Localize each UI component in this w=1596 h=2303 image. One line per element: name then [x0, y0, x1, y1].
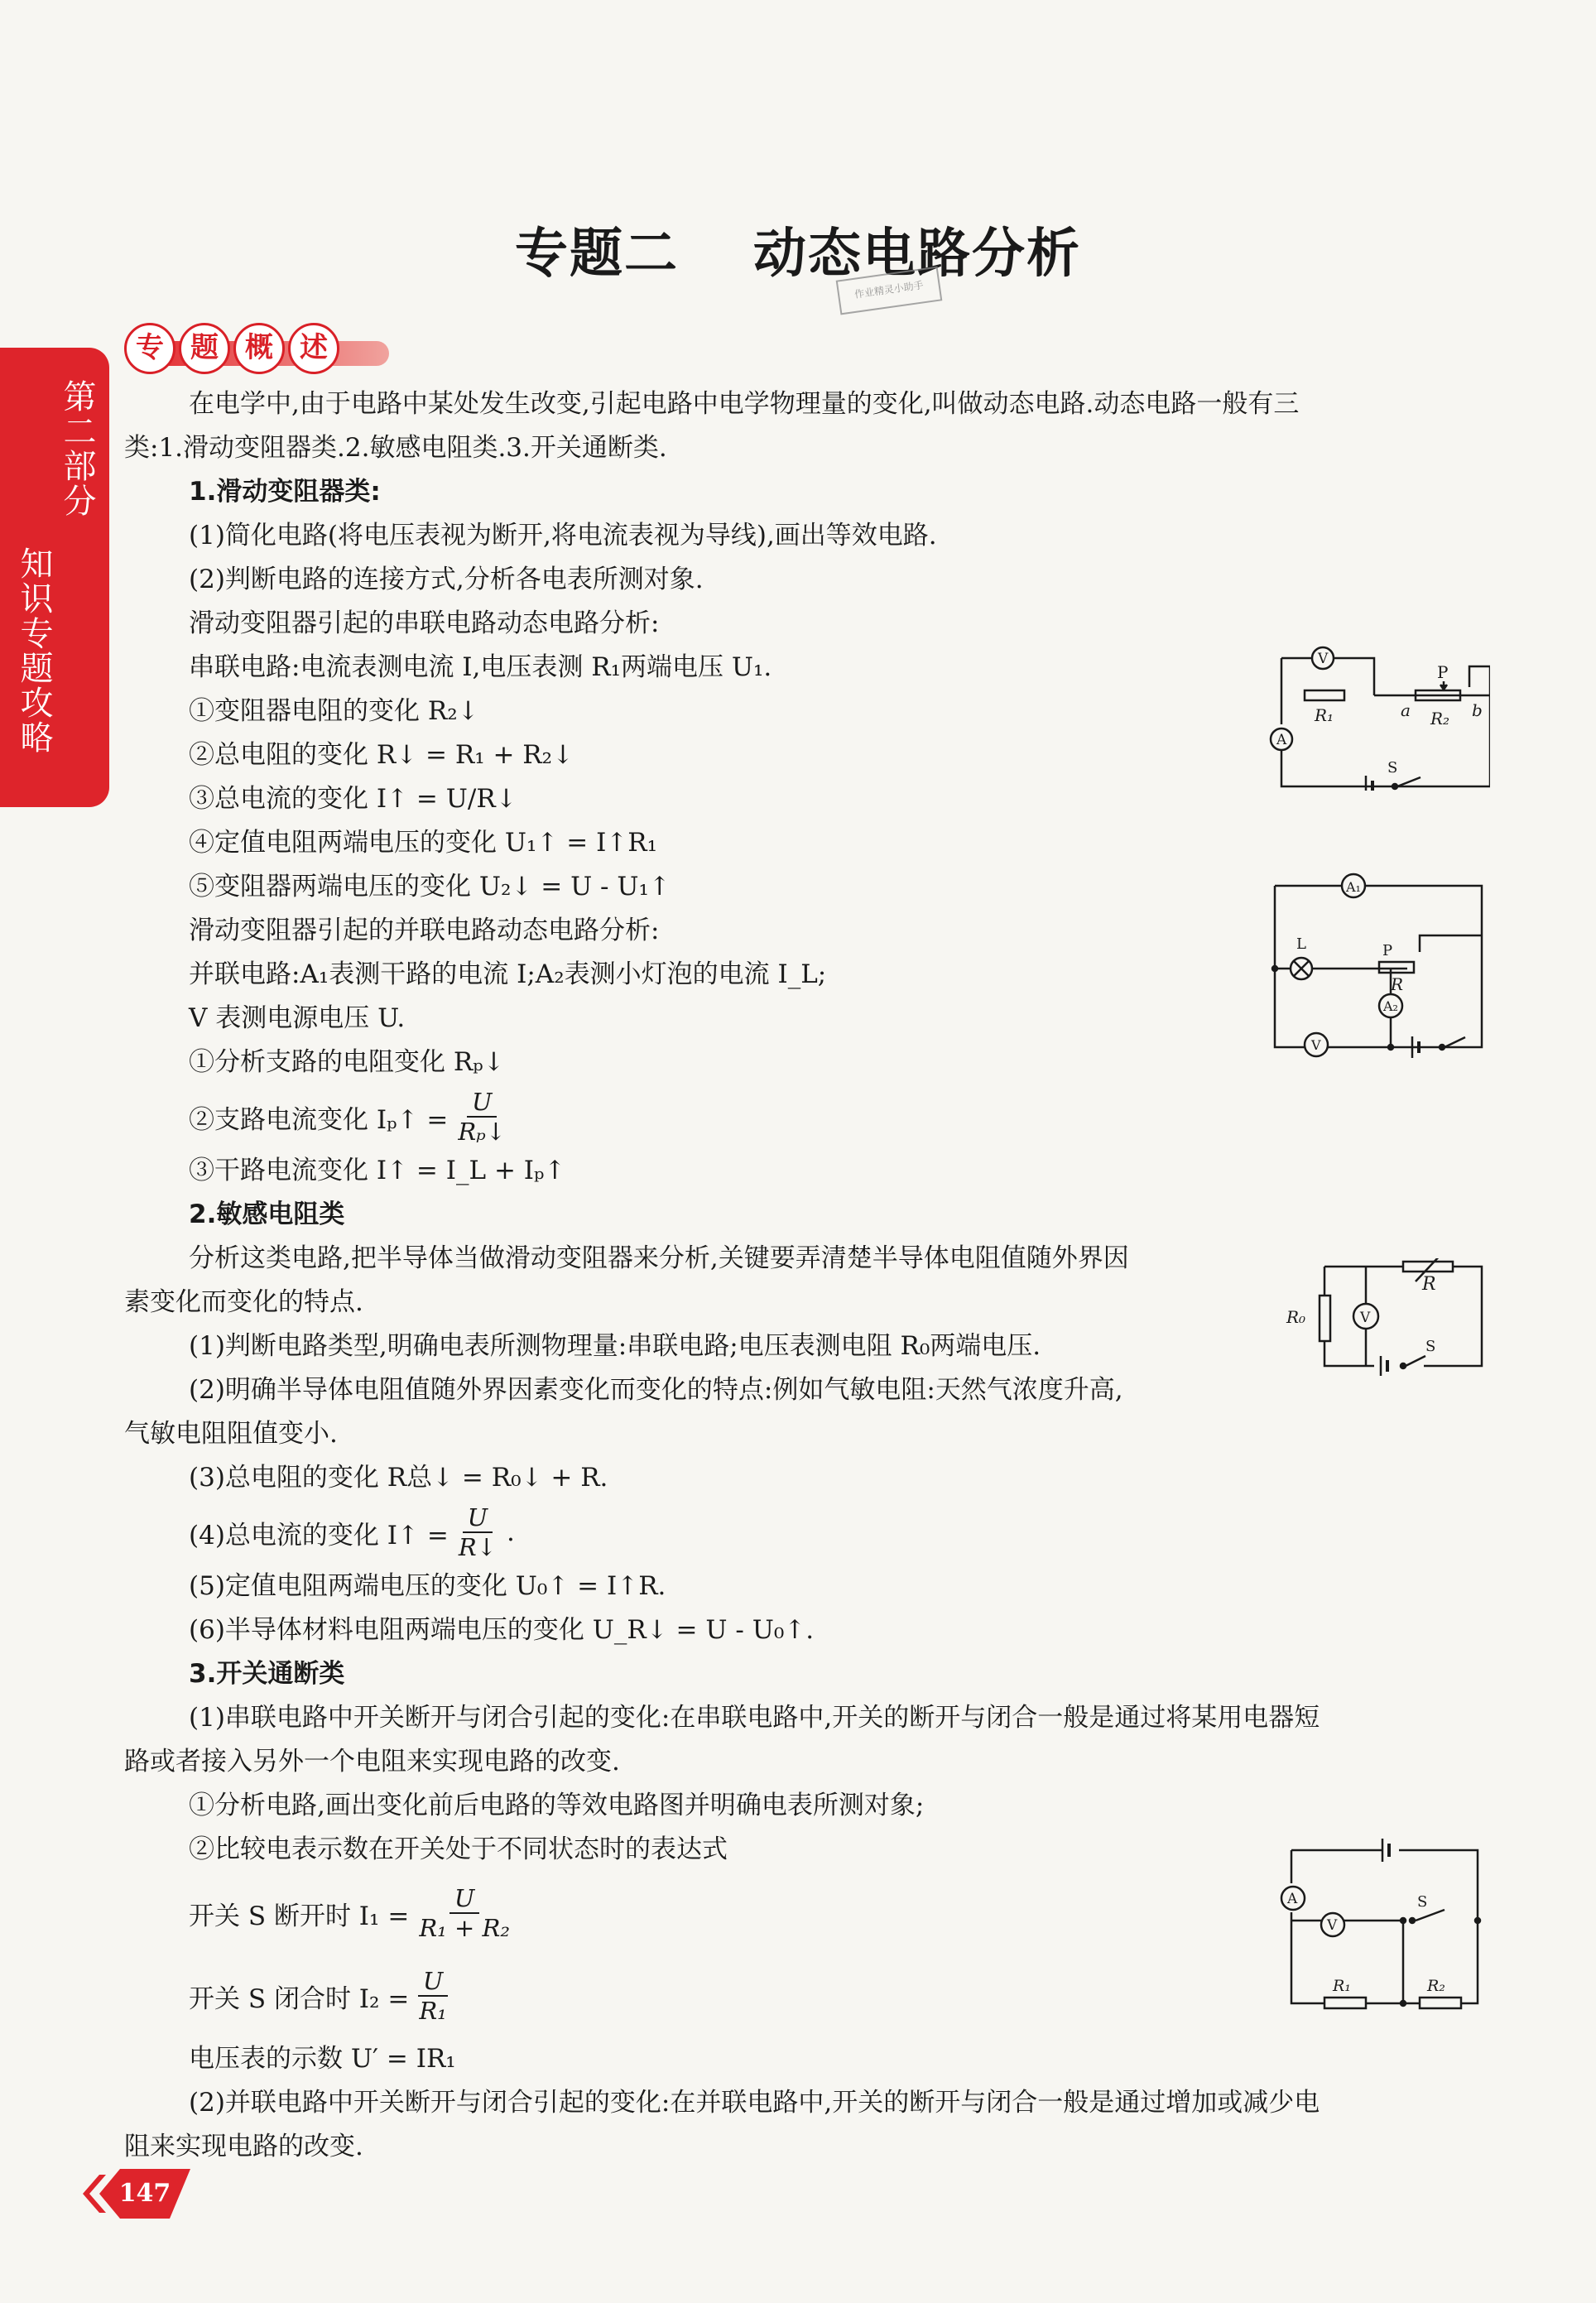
paragraph-line: ②总电阻的变化 R↓ = R₁ + R₂↓	[189, 740, 574, 770]
circuit-label: A	[1287, 1891, 1298, 1907]
page-number-badge	[83, 2165, 207, 2223]
paragraph-line: ②比较电表示数在开关处于不同状态时的表达式	[189, 1834, 728, 1864]
paragraph-line: (3)总电阻的变化 R总↓ = R₀↓ + R.	[189, 1463, 608, 1493]
circuit-label: V	[1360, 1310, 1371, 1326]
paragraph-line: 类:1.滑动变阻器类.2.敏感电阻类.3.开关通断类.	[124, 433, 667, 463]
banner-char: 专	[124, 323, 175, 374]
circuit-label: V	[1318, 651, 1329, 667]
paragraph-line: (2)明确半导体电阻值随外界因素变化而变化的特点:例如气敏电阻:天然气浓度升高,	[189, 1375, 1123, 1405]
paragraph-line: (1)判断电路类型,明确电表所测物理量:串联电路;电压表测电阻 R₀两端电压.	[189, 1331, 1041, 1361]
circuit-diagram-sensitive-resistor	[1283, 1258, 1498, 1382]
paragraph-line: (6)半导体材料电阻两端电压的变化 U_R↓ = U - U₀↑.	[189, 1615, 815, 1645]
formula-line: ②支路电流变化 Iₚ↑ = $\frac{U}{\text{Rₚ↓}}$	[124, 1084, 1498, 1149]
circuit-diagram-parallel-lamp	[1267, 869, 1490, 1060]
side-tab-section: 知识专题攻略	[15, 546, 53, 755]
circuit-label: V	[1327, 1917, 1338, 1934]
paragraph-line: ①分析电路,画出变化前后电路的等效电路图并明确电表所测对象;	[189, 1791, 925, 1820]
formula-line: 开关 S 闭合时 I₂ = $\frac{U}{\text{R₁}}$	[124, 1954, 1498, 2037]
paragraph-line: ①分析支路的电阻变化 Rₚ↓	[189, 1047, 505, 1077]
formula-line: (4)总电流的变化 I↑ = $\frac{U}{R↓}$ .	[189, 1503, 515, 1561]
circuit-diagram-series-rheostat	[1258, 642, 1490, 791]
paragraph-line: 素变化而变化的特点.	[124, 1287, 363, 1317]
paragraph-line: (1)简化电路(将电压表视为断开,将电流表视为导线),画出等效电路.	[189, 521, 937, 551]
paragraph-line: ③干路电流变化 I↑ = I_L + Iₚ↑	[189, 1156, 566, 1185]
fraction: $\frac{U}{\text{R₁}}$	[419, 1967, 447, 2025]
section-heading: 3.开关通断类	[189, 1659, 345, 1689]
section-heading: 1.滑动变阻器类:	[189, 477, 381, 507]
banner-char: 述	[288, 323, 339, 374]
circuit-diagram-switch-series	[1275, 1834, 1490, 2016]
paragraph-line: 在电学中,由于电路中某处发生改变,引起电路中电学物理量的变化,叫做动态电路.动态电路一般有三	[189, 389, 1300, 419]
circuit-label: P	[1382, 942, 1393, 959]
banner-char: 概	[233, 323, 285, 374]
circuit-label: R₀	[1286, 1307, 1306, 1327]
banner-char: 题	[179, 323, 230, 374]
paragraph-line: ④定值电阻两端电压的变化 U₁↑ = I↑R₁	[189, 828, 658, 858]
paragraph-line: ③总电流的变化 I↑ = U/R↓	[189, 784, 517, 814]
circuit-label: a	[1401, 700, 1411, 720]
fraction: $\frac{U}{\text{Rₚ↓}}$	[458, 1088, 507, 1146]
paragraph-line: (2)判断电路的连接方式,分析各电表所测对象.	[189, 565, 704, 594]
paragraph-line: (2)并联电路中开关断开与闭合引起的变化:在并联电路中,开关的断开与闭合一般是通过增加或减少电	[189, 2088, 1320, 2118]
circuit-label: R₂	[1427, 1977, 1445, 1995]
paragraph-line: 串联电路:电流表测电流 I,电压表测 R₁两端电压 U₁.	[189, 652, 772, 682]
formula-line: 开关 S 断开时 I₁ = $\frac{U}{\text{R₁ + R₂}}$	[124, 1872, 1498, 1954]
circuit-label: V	[1311, 1037, 1321, 1053]
fraction: $\frac{U}{R↓}$	[458, 1503, 497, 1561]
fraction: $\frac{U}{\text{R₁ + R₂}}$	[419, 1884, 510, 1942]
paragraph-line: 滑动变阻器引起的并联电路动态电路分析:	[189, 916, 660, 945]
circuit-label: R	[1422, 1274, 1436, 1295]
paragraph-line: 阻来实现电路的改变.	[124, 2132, 363, 2161]
page-number: 147	[118, 2179, 171, 2208]
paragraph-line: (1)串联电路中开关断开与闭合引起的变化:在串联电路中,开关的断开与闭合一般是通过将某用电器短	[189, 1703, 1320, 1733]
section-banner	[124, 323, 397, 376]
circuit-label: S	[1387, 759, 1398, 776]
circuit-label: R₂	[1430, 709, 1450, 728]
circuit-label: R₁	[1315, 705, 1334, 725]
circuit-label: S	[1417, 1893, 1428, 1911]
circuit-label: A₂	[1383, 998, 1398, 1014]
paragraph-line: 分析这类电路,把半导体当做滑动变阻器来分析,关键要弄清楚半导体电阻值随外界因	[189, 1243, 1129, 1273]
circuit-label: S	[1425, 1338, 1436, 1355]
circuit-label: A₁	[1346, 879, 1361, 895]
paragraph-line: 电压表的示数 U′ = IR₁	[189, 2044, 456, 2074]
paragraph-line: 并联电路:A₁表测干路的电流 I;A₂表测小灯泡的电流 I_L;	[189, 959, 827, 989]
side-tab-part: 第二部分	[58, 379, 96, 518]
watermark-stamp: 作业精灵小助手	[836, 267, 943, 315]
paragraph-line: 滑动变阻器引起的串联电路动态电路分析:	[189, 608, 660, 638]
section-heading: 2.敏感电阻类	[189, 1200, 345, 1229]
circuit-label: R₁	[1333, 1977, 1351, 1995]
circuit-label: R	[1391, 974, 1404, 994]
paragraph-line: (5)定值电阻两端电压的变化 U₀↑ = I↑R.	[189, 1571, 666, 1601]
circuit-label: b	[1472, 700, 1483, 720]
paragraph-line: V 表测电源电压 U.	[189, 1003, 406, 1033]
paragraph-line: 路或者接入另外一个电阻来实现电路的改变.	[124, 1747, 620, 1777]
paragraph-line: ⑤变阻器两端电压的变化 U₂↓ = U - U₁↑	[189, 872, 671, 901]
circuit-label: L	[1296, 935, 1306, 953]
paragraph-line: 气敏电阻阻值变小.	[124, 1419, 338, 1449]
paragraph-line: ①变阻器电阻的变化 R₂↓	[189, 696, 479, 726]
side-tab	[0, 348, 109, 807]
circuit-label: A	[1276, 732, 1287, 748]
page-title: 专题二 动态电路分析	[515, 224, 1081, 285]
circuit-label: P	[1437, 662, 1449, 682]
